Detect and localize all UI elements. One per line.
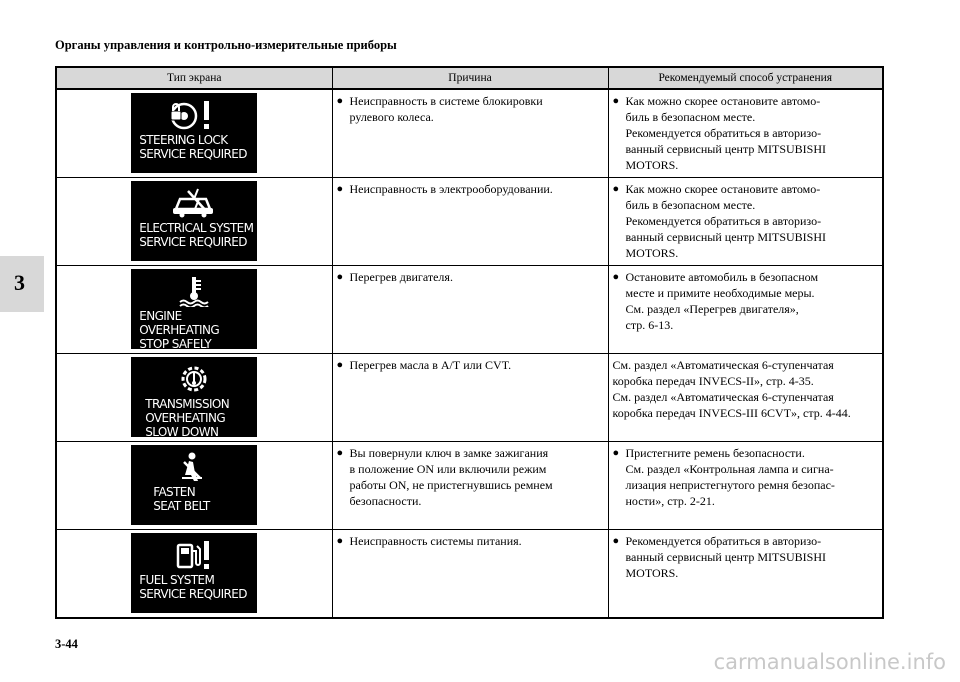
table-header-row: [56, 67, 883, 89]
seat-belt-icon: [168, 451, 220, 483]
cause-text: Неисправность в электрооборудовании.: [349, 182, 553, 196]
screen-cell: [56, 442, 332, 530]
bullet-icon: ●: [336, 183, 344, 195]
screen-message: ENGINE OVERHEATING STOP SAFELY: [139, 309, 220, 351]
display-screen: [131, 445, 257, 525]
cause-cell: [332, 89, 608, 178]
bullet-icon: ●: [336, 447, 344, 459]
electrical-system-icon: [168, 187, 220, 219]
remedy-cell: [608, 178, 883, 266]
section-title: Органы управления и контрольно-измерительные приборы: [55, 38, 397, 52]
column-header-cause: Причина: [332, 67, 608, 89]
remedy-text: Как можно скорее остановите автомо- биль в безопасном месте. Рекомендуется обратиться в авторизо- ванный сервисный центр MITSUBISHI MOTORS.: [625, 94, 827, 172]
screen-message: FUEL SYSTEM SERVICE REQUIRED: [139, 573, 247, 601]
warning-messages-table: [55, 66, 884, 619]
bullet-icon: ●: [612, 95, 620, 107]
cause-text: Неисправность в системе блокировки рулевого колеса.: [349, 94, 543, 124]
watermark: carmanualsonline.info: [713, 650, 946, 674]
screen-cell: [56, 266, 332, 354]
remedy-cell: [608, 530, 883, 619]
bullet-icon: ●: [336, 95, 344, 107]
table-row: [56, 530, 883, 619]
steering-lock-icon: [168, 99, 220, 131]
chapter-tab: [0, 256, 44, 312]
column-header-screen: Тип экрана: [56, 67, 332, 89]
chapter-number: 3: [14, 270, 25, 295]
screen-cell: [56, 178, 332, 266]
remedy-cell: [608, 354, 883, 442]
remedy-text: См. раздел «Автоматическая 6-ступенчатая коробка передач INVECS-II», стр. 4-35. См. раздел «Автоматическая 6-ступенчатая коробка передач INVECS-III 6CVT», стр. 4-44.: [612, 358, 851, 420]
engine-overheating-icon: [168, 275, 220, 307]
screen-cell: [56, 89, 332, 178]
cause-cell: [332, 178, 608, 266]
cause-cell: [332, 354, 608, 442]
remedy-text: Как можно скорее остановите автомо- биль в безопасном месте. Рекомендуется обратиться в авторизо- ванный сервисный центр MITSUBISHI MOTORS.: [625, 182, 827, 260]
screen-message: STEERING LOCK SERVICE REQUIRED: [139, 133, 247, 161]
screen-message: TRANSMISSION OVERHEATING SLOW DOWN: [145, 397, 230, 439]
bullet-icon: ●: [612, 183, 620, 195]
remedy-text: Остановите автомобиль в безопасном месте и примите необходимые меры. См. раздел «Перегрев двигателя», стр. 6-13.: [625, 270, 819, 332]
remedy-text: Пристегните ремень безопасности. См. раздел «Контрольная лампа и сигна- лизация непристегнутого ремня безопас- ности», стр. 2-21.: [625, 446, 835, 508]
fuel-system-icon: [168, 539, 220, 571]
remedy-text: Рекомендуется обратиться в авторизо- ванный сервисный центр MITSUBISHI MOTORS.: [625, 534, 827, 580]
screen-message: ELECTRICAL SYSTEM SERVICE REQUIRED: [139, 221, 254, 249]
remedy-cell: [608, 442, 883, 530]
table-row: [56, 442, 883, 530]
cause-text: Неисправность системы питания.: [349, 534, 522, 548]
bullet-icon: ●: [336, 271, 344, 283]
display-screen: [131, 93, 257, 173]
cause-text: Перегрев двигателя.: [349, 270, 453, 284]
page-number: 3-44: [55, 637, 78, 651]
cause-text: Перегрев масла в А/Т или CVT.: [349, 358, 512, 372]
bullet-icon: ●: [336, 359, 344, 371]
cause-text: Вы повернули ключ в замке зажигания в положение ON или включили режим работы ON, не пристегнувшись ремнем безопасности.: [349, 446, 553, 508]
display-screen: [131, 269, 257, 349]
remedy-cell: [608, 89, 883, 178]
bullet-icon: ●: [336, 535, 344, 547]
table-row: [56, 89, 883, 178]
screen-message: FASTEN SEAT BELT: [153, 485, 210, 513]
table-row: [56, 178, 883, 266]
cause-cell: [332, 530, 608, 619]
table-row: [56, 266, 883, 354]
table-row: [56, 354, 883, 442]
remedy-cell: [608, 266, 883, 354]
cause-cell: [332, 442, 608, 530]
display-screen: [131, 533, 257, 613]
bullet-icon: ●: [612, 447, 620, 459]
transmission-overheating-icon: [168, 363, 220, 395]
bullet-icon: ●: [612, 535, 620, 547]
column-header-remedy: Рекомендуемый способ устранения: [608, 67, 883, 89]
screen-cell: [56, 354, 332, 442]
display-screen: [131, 181, 257, 261]
screen-cell: [56, 530, 332, 619]
cause-cell: [332, 266, 608, 354]
display-screen: [131, 357, 257, 437]
bullet-icon: ●: [612, 271, 620, 283]
